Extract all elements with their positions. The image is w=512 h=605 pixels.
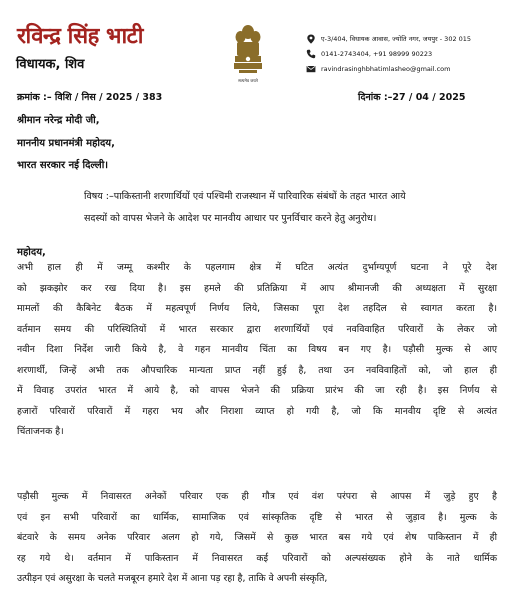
paragraph-line: शरणार्थी, जिन्हें अभी तक औपचारिक मान्यता प्राप्त नहीं हुई है, तथा उन नवविवाहितों को, जो हाल ही (17, 364, 497, 376)
contact-address: ए-3/404, विधायक आवास, ज्योति नगर, जयपुर - 302 015 (321, 35, 472, 43)
body-paragraph-2 (17, 487, 497, 590)
contact-email[interactable]: ravindrasinghbhatimlasheo@gmail.com (321, 64, 451, 73)
paragraph-line: हजारों परिवारों परिवारों में गहरा भय और निराशा व्याप्त हो गयी है, जो कि मानवीय दृष्टि से अत्यंत (17, 405, 497, 417)
reference-number: क्रमांक :– विशि / निस / 2025 / 383 (17, 92, 163, 103)
contact-email-row (306, 62, 506, 75)
phone-icon (306, 49, 316, 59)
paragraph-line: में विवाह उपरांत भारत में आये है, को वापस भेजने की प्रक्रिया प्रारंभ की जा रही है। इस निर्णय से (17, 385, 497, 396)
paragraph-line: चिंताजनक है। (17, 426, 64, 437)
paragraph-line: नवीन दिशा निर्देश जारी किये है, वे गहन मानवीय चिंता का विषय बन गए है। पड़ौसी मुल्क से आए (17, 344, 497, 355)
paragraph-line: मामलों की कैबिनेट बैठक में महत्वपूर्ण निर्णय लिये, जिसका पूरा देश तहदिल से स्वागत करता है। (17, 303, 497, 314)
contact-block (306, 32, 506, 77)
subject-line: विषय :–पाकिस्तानी शरणार्थियों एवं पश्चिमी राजस्थान में पारिवारिक संबंधों के तहत भारत आये (84, 191, 406, 202)
subject-line: सदस्यों को वापस भेजने के आदेश पर मानवीय आधार पर पुनर्विचार करने हेतु अनुरोध। (84, 213, 377, 224)
paragraph-line: पड़ौसी मुल्क में निवासरत अनेकों परिवार एक ही गौत्र एवं वंश परंपरा से आपस में जुड़े हुए है (17, 491, 497, 502)
paragraph-line: उत्पीड़न एवं असुरक्षा के चलते मजबूरन हमारे देश में आना पड़ रहा है, ताकि वे अपनी संस्कृति, (17, 573, 328, 584)
paragraph-line: बंटवारे के समय अनेक परिवार अलग हो गये, जिसमें से कुछ भारत बस गये एवं शेष पाकिस्तान में ही (17, 532, 497, 543)
paragraph-line: रह गये थे। वर्तमान में पाकिस्तान में निवासरत कई परिवारों को अल्पसंख्यक होने के नाते धार्मिक (17, 552, 497, 564)
letterhead-name: रविन्द्र सिंह भाटी (17, 23, 143, 49)
subject-block (84, 186, 504, 230)
email-icon (306, 64, 316, 74)
emblem-caption: सत्यमेव जयते (238, 78, 258, 83)
paragraph-line: एवं इन सभी परिवारों का धार्मिक, सामाजिक एवं सांस्कृतिक दृष्टि से भारत से जुड़ाव है। मुल्क के (17, 511, 497, 523)
addressee-line: माननीय प्रधानमंत्री महोदय, (17, 138, 115, 149)
contact-phone: 0141-2743404, +91 98999 90223 (321, 49, 433, 58)
contact-address-row (306, 32, 506, 45)
letter-date: दिनांक :–27 / 04 / 2025 (358, 92, 466, 103)
paragraph-line: वर्तमान समय की परिस्थितियों में भारत सरकार द्वारा शरणार्थियों एवं नवविवाहित परिवारों के लेकर जो (17, 323, 497, 335)
location-pin-icon (306, 34, 316, 44)
addressee-line: श्रीमान नरेन्द्र मोदी जी, (17, 115, 100, 126)
paragraph-line: अभी हाल ही में जम्मू कश्मीर के पहलगाम क्षेत्र में घटित अत्यंत दुर्भाग्यपूर्ण घटना ने पूरे देश (17, 262, 497, 273)
national-emblem-icon (233, 22, 263, 78)
salutation: महोदय, (17, 247, 46, 258)
letterhead-designation: विधायक, शिव (16, 57, 85, 72)
addressee-line: भारत सरकार नई दिल्ली। (17, 160, 109, 171)
contact-phone-row (306, 47, 506, 60)
body-paragraph-1 (17, 258, 497, 443)
paragraph-line: को झकझोर कर रख दिया है। इस हमले की प्रतिक्रिया में आप श्रीमानजी की अध्यक्षता में सुरक्षा (17, 282, 497, 294)
